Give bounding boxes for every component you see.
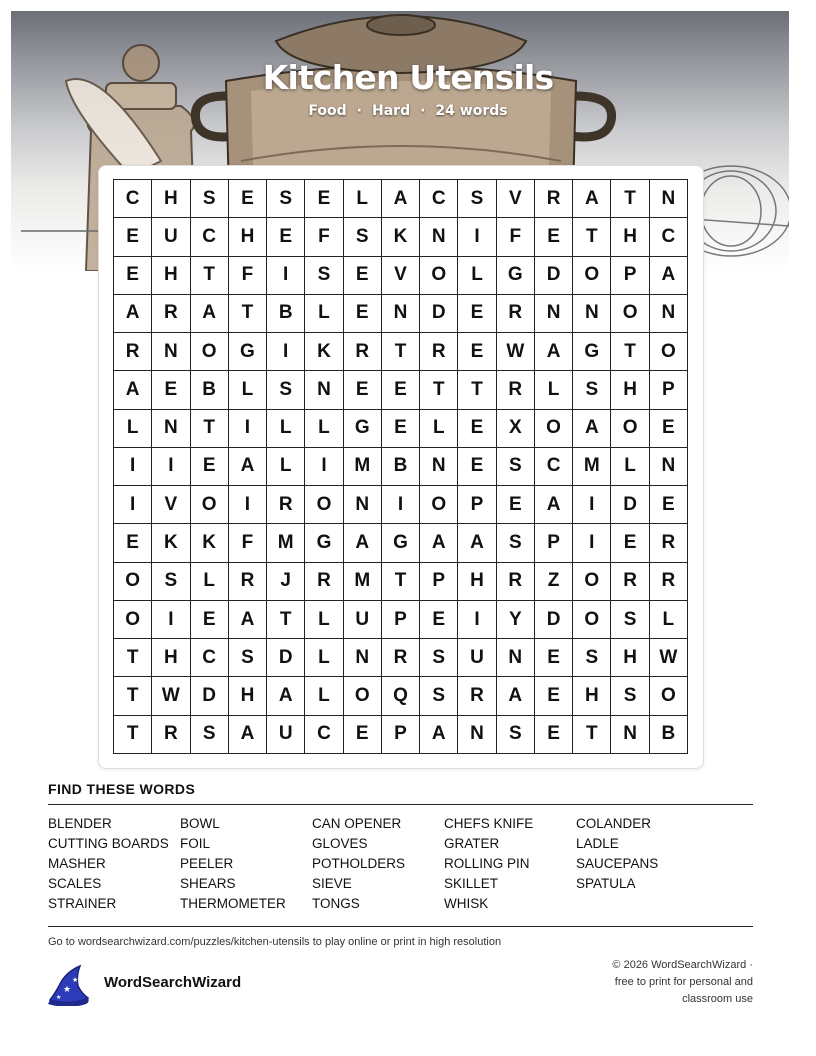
grid-cell: L xyxy=(305,677,343,715)
grid-cell: H xyxy=(458,563,496,601)
grid-cell: A xyxy=(191,295,229,333)
grid-cell: N xyxy=(420,218,458,256)
grid-cell: Z xyxy=(535,563,573,601)
grid-cell: R xyxy=(114,333,152,371)
word-item: SKILLET xyxy=(444,876,499,891)
word-item: MASHER xyxy=(48,856,106,871)
word-item: BOWL xyxy=(180,816,220,831)
grid-cell: V xyxy=(152,486,190,524)
grid-cell: E xyxy=(611,524,649,562)
separator-dot: · xyxy=(420,103,426,119)
grid-cell: S xyxy=(267,180,305,218)
grid-cell: O xyxy=(650,677,688,715)
word-item: SIEVE xyxy=(312,876,352,891)
grid-cell: S xyxy=(152,563,190,601)
grid-cell: D xyxy=(420,295,458,333)
grid-cell: Q xyxy=(382,677,420,715)
grid-cell: E xyxy=(382,410,420,448)
grid-cell: P xyxy=(382,716,420,754)
word-item: STRAINER xyxy=(48,896,117,911)
grid-cell: Y xyxy=(497,601,535,639)
grid-cell: C xyxy=(420,180,458,218)
grid-cell: E xyxy=(458,448,496,486)
grid-cell: R xyxy=(535,180,573,218)
wizard-hat-icon xyxy=(46,962,92,1006)
word-item: TONGS xyxy=(312,896,360,911)
grid-cell: O xyxy=(191,333,229,371)
grid-cell: S xyxy=(497,716,535,754)
copyright-line: © 2026 WordSearchWizard · xyxy=(612,959,753,971)
divider xyxy=(48,804,753,805)
grid-cell: I xyxy=(229,486,267,524)
grid-cell: T xyxy=(611,333,649,371)
grid-cell: E xyxy=(535,677,573,715)
grid-cell: A xyxy=(420,524,458,562)
grid-cell: G xyxy=(382,524,420,562)
grid-cell: I xyxy=(573,486,611,524)
grid-cell: S xyxy=(267,371,305,409)
grid-cell: E xyxy=(344,371,382,409)
word-count-label: 24 words xyxy=(435,103,508,119)
grid-cell: T xyxy=(573,218,611,256)
grid-cell: A xyxy=(344,524,382,562)
grid-cell: W xyxy=(497,333,535,371)
copyright-line: classroom use xyxy=(682,993,753,1005)
grid-cell: L xyxy=(267,410,305,448)
grid-cell: O xyxy=(573,563,611,601)
grid-cell: T xyxy=(114,677,152,715)
grid-cell: E xyxy=(229,180,267,218)
word-item: GLOVES xyxy=(312,836,368,851)
grid-cell: O xyxy=(573,257,611,295)
grid-cell: G xyxy=(344,410,382,448)
grid-cell: P xyxy=(650,371,688,409)
grid-cell: L xyxy=(420,410,458,448)
grid-cell: S xyxy=(458,180,496,218)
word-item: ROLLING PIN xyxy=(444,856,530,871)
grid-cell: R xyxy=(497,371,535,409)
letter-grid xyxy=(113,179,688,754)
grid-cell: K xyxy=(382,218,420,256)
grid-cell: L xyxy=(458,257,496,295)
grid-cell: A xyxy=(535,333,573,371)
copyright-notice xyxy=(563,957,753,1008)
words-heading: FIND THESE WORDS xyxy=(48,781,196,797)
grid-cell: S xyxy=(420,677,458,715)
grid-cell: M xyxy=(344,563,382,601)
grid-cell: F xyxy=(229,257,267,295)
grid-cell: N xyxy=(344,486,382,524)
grid-cell: N xyxy=(152,410,190,448)
grid-cell: N xyxy=(497,639,535,677)
grid-cell: W xyxy=(650,639,688,677)
svg-text:★: ★ xyxy=(72,976,79,984)
grid-cell: I xyxy=(267,333,305,371)
grid-cell: A xyxy=(573,180,611,218)
grid-cell: E xyxy=(344,295,382,333)
grid-cell: O xyxy=(420,486,458,524)
grid-cell: N xyxy=(305,371,343,409)
grid-cell: E xyxy=(650,486,688,524)
word-item: CAN OPENER xyxy=(312,816,402,831)
word-item: THERMOMETER xyxy=(180,896,286,911)
grid-cell: T xyxy=(458,371,496,409)
grid-cell: L xyxy=(535,371,573,409)
grid-cell: N xyxy=(535,295,573,333)
grid-cell: G xyxy=(497,257,535,295)
grid-cell: L xyxy=(305,410,343,448)
grid-cell: I xyxy=(114,486,152,524)
grid-cell: N xyxy=(420,448,458,486)
word-item: SPATULA xyxy=(576,876,636,891)
grid-cell: C xyxy=(535,448,573,486)
grid-cell: E xyxy=(458,333,496,371)
grid-cell: E xyxy=(191,448,229,486)
grid-cell: A xyxy=(650,257,688,295)
grid-cell: T xyxy=(382,333,420,371)
grid-cell: H xyxy=(229,218,267,256)
word-item: COLANDER xyxy=(576,816,652,831)
category-label: Food xyxy=(308,103,347,119)
grid-cell: G xyxy=(573,333,611,371)
grid-cell: V xyxy=(382,257,420,295)
grid-cell: B xyxy=(191,371,229,409)
grid-cell: E xyxy=(497,486,535,524)
grid-cell: T xyxy=(191,410,229,448)
grid-cell: E xyxy=(420,601,458,639)
grid-cell: K xyxy=(305,333,343,371)
grid-cell: F xyxy=(305,218,343,256)
grid-cell: S xyxy=(497,448,535,486)
grid-cell: O xyxy=(535,410,573,448)
grid-cell: H xyxy=(229,677,267,715)
grid-cell: D xyxy=(191,677,229,715)
grid-cell: N xyxy=(573,295,611,333)
grid-cell: T xyxy=(420,371,458,409)
word-item: CHEFS KNIFE xyxy=(444,816,534,831)
grid-cell: N xyxy=(611,716,649,754)
grid-cell: H xyxy=(611,639,649,677)
grid-cell: S xyxy=(191,180,229,218)
word-item: FOIL xyxy=(180,836,211,851)
copyright-line: free to print for personal and xyxy=(614,976,753,988)
grid-cell: E xyxy=(114,257,152,295)
grid-cell: R xyxy=(650,563,688,601)
grid-cell: A xyxy=(458,524,496,562)
grid-cell: S xyxy=(305,257,343,295)
grid-cell: M xyxy=(344,448,382,486)
grid-cell: O xyxy=(344,677,382,715)
word-item: SHEARS xyxy=(180,876,236,891)
grid-cell: T xyxy=(573,716,611,754)
divider xyxy=(48,926,753,927)
grid-cell: F xyxy=(229,524,267,562)
grid-cell: E xyxy=(344,716,382,754)
grid-cell: T xyxy=(382,563,420,601)
grid-cell: R xyxy=(152,295,190,333)
grid-cell: N xyxy=(650,180,688,218)
grid-cell: W xyxy=(152,677,190,715)
grid-cell: E xyxy=(114,218,152,256)
grid-cell: S xyxy=(191,716,229,754)
grid-cell: E xyxy=(535,639,573,677)
grid-cell: L xyxy=(191,563,229,601)
grid-cell: L xyxy=(305,639,343,677)
grid-cell: R xyxy=(305,563,343,601)
grid-cell: I xyxy=(152,601,190,639)
grid-cell: X xyxy=(497,410,535,448)
grid-cell: I xyxy=(152,448,190,486)
grid-cell: U xyxy=(267,716,305,754)
grid-cell: H xyxy=(611,218,649,256)
grid-cell: P xyxy=(420,563,458,601)
grid-cell: O xyxy=(114,563,152,601)
puzzle-title: Kitchen Utensils xyxy=(262,58,554,97)
grid-cell: I xyxy=(573,524,611,562)
grid-cell: O xyxy=(420,257,458,295)
grid-cell: E xyxy=(267,218,305,256)
grid-cell: N xyxy=(650,448,688,486)
word-item: GRATER xyxy=(444,836,500,851)
grid-cell: U xyxy=(344,601,382,639)
grid-cell: R xyxy=(344,333,382,371)
grid-cell: R xyxy=(229,563,267,601)
grid-cell: R xyxy=(611,563,649,601)
grid-cell: C xyxy=(305,716,343,754)
grid-cell: U xyxy=(458,639,496,677)
grid-cell: J xyxy=(267,563,305,601)
grid-cell: N xyxy=(152,333,190,371)
grid-cell: T xyxy=(611,180,649,218)
separator-dot: · xyxy=(356,103,362,119)
grid-cell: D xyxy=(535,601,573,639)
grid-cell: R xyxy=(458,677,496,715)
grid-cell: A xyxy=(573,410,611,448)
grid-cell: H xyxy=(611,371,649,409)
grid-cell: P xyxy=(611,257,649,295)
grid-cell: L xyxy=(650,601,688,639)
grid-cell: T xyxy=(229,295,267,333)
grid-cell: K xyxy=(152,524,190,562)
grid-cell: M xyxy=(267,524,305,562)
grid-cell: L xyxy=(305,295,343,333)
grid-cell: D xyxy=(535,257,573,295)
svg-text:★: ★ xyxy=(56,994,62,1001)
grid-cell: E xyxy=(305,180,343,218)
word-item: PEELER xyxy=(180,856,234,871)
grid-cell: L xyxy=(305,601,343,639)
grid-cell: S xyxy=(229,639,267,677)
grid-cell: D xyxy=(267,639,305,677)
grid-cell: M xyxy=(573,448,611,486)
word-item: BLENDER xyxy=(48,816,112,831)
grid-cell: F xyxy=(497,218,535,256)
grid-cell: S xyxy=(573,639,611,677)
grid-cell: N xyxy=(458,716,496,754)
grid-cell: R xyxy=(152,716,190,754)
grid-cell: L xyxy=(611,448,649,486)
brand-name: WordSearchWizard xyxy=(104,974,242,991)
grid-cell: A xyxy=(497,677,535,715)
grid-cell: L xyxy=(114,410,152,448)
grid-cell: S xyxy=(573,371,611,409)
grid-cell: O xyxy=(305,486,343,524)
grid-cell: N xyxy=(382,295,420,333)
grid-cell: B xyxy=(650,716,688,754)
grid-cell: E xyxy=(191,601,229,639)
grid-cell: H xyxy=(573,677,611,715)
grid-cell: G xyxy=(305,524,343,562)
grid-cell: I xyxy=(458,218,496,256)
grid-cell: A xyxy=(535,486,573,524)
grid-cell: O xyxy=(573,601,611,639)
grid-cell: N xyxy=(650,295,688,333)
grid-cell: S xyxy=(611,677,649,715)
grid-cell: O xyxy=(191,486,229,524)
grid-cell: P xyxy=(535,524,573,562)
grid-cell: O xyxy=(611,295,649,333)
grid-cell: A xyxy=(114,295,152,333)
word-list xyxy=(48,814,753,914)
grid-cell: H xyxy=(152,257,190,295)
grid-cell: T xyxy=(267,601,305,639)
word-item: SCALES xyxy=(48,876,102,891)
word-item: LADLE xyxy=(576,836,619,851)
grid-cell: U xyxy=(152,218,190,256)
grid-cell: V xyxy=(497,180,535,218)
grid-cell: I xyxy=(382,486,420,524)
grid-cell: R xyxy=(382,639,420,677)
grid-cell: I xyxy=(305,448,343,486)
difficulty-label: Hard xyxy=(372,103,411,119)
grid-cell: B xyxy=(267,295,305,333)
grid-cell: E xyxy=(344,257,382,295)
grid-cell: A xyxy=(229,448,267,486)
word-item: POTHOLDERS xyxy=(312,856,406,871)
grid-cell: E xyxy=(535,218,573,256)
grid-cell: T xyxy=(191,257,229,295)
grid-cell: H xyxy=(152,180,190,218)
grid-cell: T xyxy=(114,639,152,677)
grid-cell: K xyxy=(191,524,229,562)
grid-cell: T xyxy=(114,716,152,754)
grid-cell: E xyxy=(650,410,688,448)
grid-cell: G xyxy=(229,333,267,371)
grid-cell: L xyxy=(267,448,305,486)
grid-cell: A xyxy=(229,716,267,754)
footer-url-text: Go to wordsearchwizard.com/puzzles/kitchen-utensils to play online or print in high resolution xyxy=(48,936,502,948)
grid-cell: E xyxy=(458,410,496,448)
grid-cell: O xyxy=(650,333,688,371)
grid-cell: H xyxy=(152,639,190,677)
grid-cell: A xyxy=(114,371,152,409)
grid-cell: R xyxy=(497,295,535,333)
grid-cell: I xyxy=(229,410,267,448)
grid-cell: S xyxy=(611,601,649,639)
word-item: CUTTING BOARDS xyxy=(48,836,169,851)
grid-cell: A xyxy=(267,677,305,715)
grid-cell: R xyxy=(650,524,688,562)
grid-cell: L xyxy=(344,180,382,218)
grid-cell: P xyxy=(382,601,420,639)
grid-cell: E xyxy=(152,371,190,409)
grid-cell: I xyxy=(114,448,152,486)
grid-cell: N xyxy=(344,639,382,677)
grid-cell: S xyxy=(497,524,535,562)
puzzle-meta xyxy=(0,103,816,119)
grid-cell: C xyxy=(650,218,688,256)
grid-cell: I xyxy=(267,257,305,295)
grid-cell: R xyxy=(497,563,535,601)
grid-cell: I xyxy=(458,601,496,639)
grid-cell: R xyxy=(267,486,305,524)
grid-cell: E xyxy=(114,524,152,562)
grid-cell: A xyxy=(382,180,420,218)
grid-cell: C xyxy=(114,180,152,218)
grid-cell: O xyxy=(114,601,152,639)
svg-text:★: ★ xyxy=(63,985,72,995)
grid-cell: S xyxy=(344,218,382,256)
grid-cell: P xyxy=(458,486,496,524)
grid-cell: D xyxy=(611,486,649,524)
grid-cell: A xyxy=(229,601,267,639)
word-item: SAUCEPANS xyxy=(576,856,659,871)
word-item: WHISK xyxy=(444,896,489,911)
grid-cell: O xyxy=(611,410,649,448)
grid-cell: C xyxy=(191,639,229,677)
grid-cell: S xyxy=(420,639,458,677)
grid-cell: C xyxy=(191,218,229,256)
grid-cell: R xyxy=(420,333,458,371)
grid-cell: E xyxy=(458,295,496,333)
grid-cell: E xyxy=(535,716,573,754)
grid-cell: E xyxy=(382,371,420,409)
grid-cell: A xyxy=(420,716,458,754)
grid-cell: B xyxy=(382,448,420,486)
grid-cell: L xyxy=(229,371,267,409)
